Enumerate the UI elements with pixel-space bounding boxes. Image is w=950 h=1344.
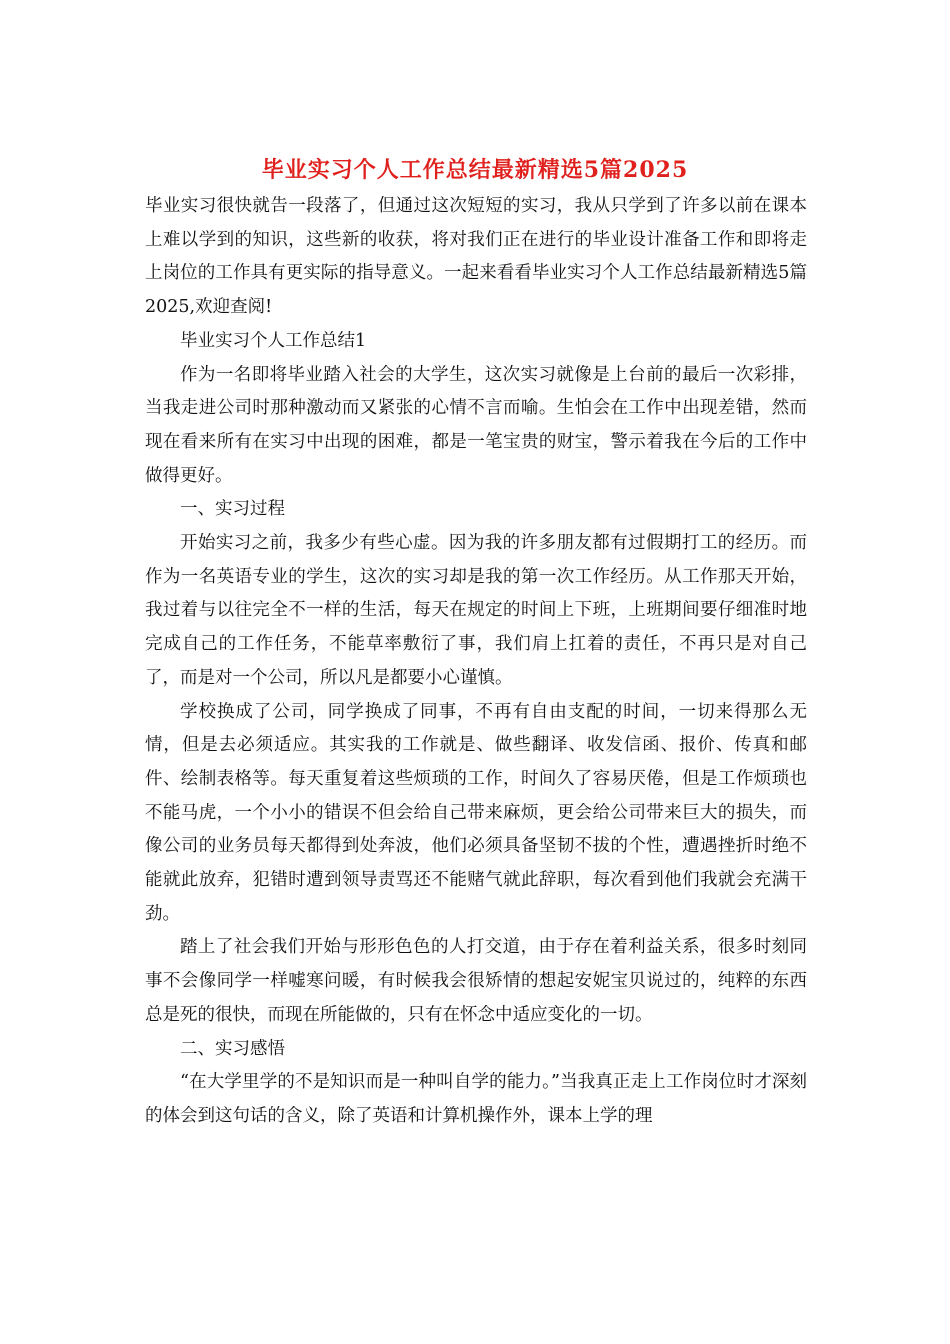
section-heading-process: 一、实习过程 <box>180 499 285 520</box>
body-paragraph: 开始实习之前，我多少有些心虚。因为我的许多朋友都有过假期打工的经历。而作为一名英语专业的学生，这次的实习却是我的第一次工作经历。从工作那天开始，我过着与以往完全不一样的生活，每天在规定的时间上下班，上班期间要仔细准时地完成自己的工作任务，不能草率敷衍了事，我们肩上扛着的责任，不再只是对自己了，而是对一个公司，所以凡是都要小心谨慎。 <box>145 533 807 688</box>
body-paragraph: 踏上了社会我们开始与形形色色的人打交道，由于存在着利益关系，很多时刻同事不会像同学一样嘘寒问暖，有时候我会很矫情的想起安妮宝贝说过的，纯粹的东西总是死的很快，而现在所能做的，只有在怀念中适应变化的一切。 <box>145 937 807 1025</box>
body-paragraph: 作为一名即将毕业踏入社会的大学生，这次实习就像是上台前的最后一次彩排，当我走进公司时那种激动而又紧张的心情不言而喻。生怕会在工作中出现差错，然而现在看来所有在实习中出现的困难，都是一笔宝贵的财宝，警示着我在今后的工作中做得更好。 <box>145 364 807 486</box>
document-title: 毕业实习个人工作总结最新精选5篇2025 <box>261 157 689 183</box>
section-heading-insights: 二、实习感悟 <box>180 1038 285 1059</box>
section-heading-summary-1: 毕业实习个人工作总结1 <box>180 330 367 351</box>
body-paragraph: 学校换成了公司，同学换成了同事，不再有自由支配的时间，一切来得那么无情，但是去必须适应。其实我的工作就是、做些翻译、收发信函、报价、传真和邮件、绘制表格等。每天重复着这些烦琐的工作，时间久了容易厌倦，但是工作烦琐也不能马虎，一个小小的错误不但会给自己带来麻烦，更会给公司带来巨大的损失，而像公司的业务员每天都得到处奔波，他们必须具备坚韧不拔的个性，遭遇挫折时绝不能就此放弃，犯错时遭到领导责骂还不能赌气就此辞职，每次看到他们我就会充满干劲。 <box>145 701 807 924</box>
intro-paragraph: 毕业实习很快就告一段落了，但通过这次短短的实习，我从只学到了许多以前在课本上难以学到的知识，这些新的收获，将对我们正在进行的毕业设计准备工作和即将走上岗位的工作具有更实际的指导意义。一起来看看毕业实习个人工作总结最新精选5篇2025,欢迎查阅! <box>145 196 807 318</box>
body-paragraph: “在大学里学的不是知识而是一种叫自学的能力。”当我真正走上工作岗位时才深刻的体会到这句话的含义，除了英语和计算机操作外，课本上学的理 <box>145 1072 807 1126</box>
document-body <box>145 190 807 1134</box>
